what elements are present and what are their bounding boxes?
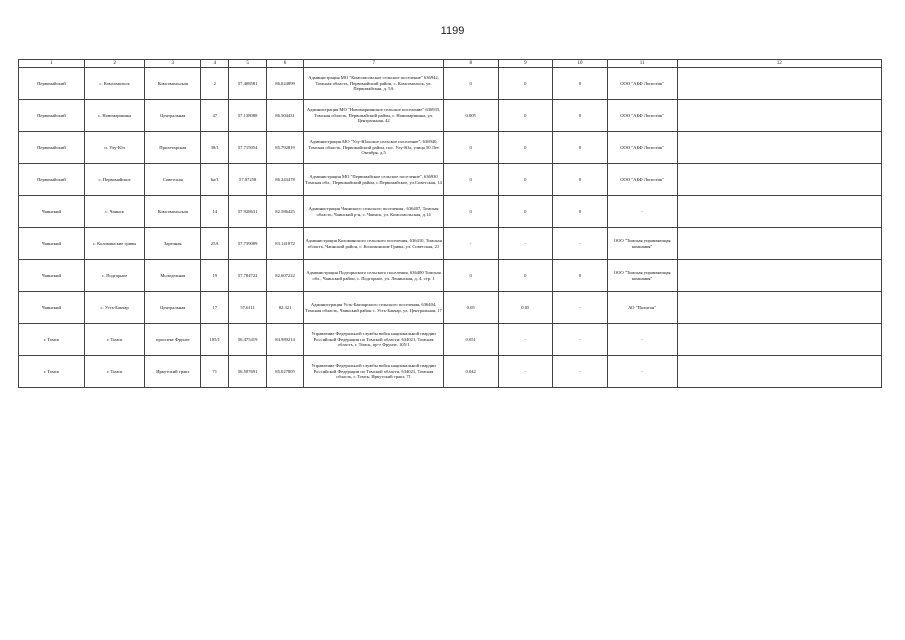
table-cell — [677, 356, 881, 388]
table-cell: 56.475419 — [229, 324, 266, 356]
table-cell: 82.321 — [266, 292, 303, 324]
table-row — [19, 196, 882, 228]
column-header: 12 — [677, 60, 881, 68]
table-cell: ООО "АБФ Логистик" — [607, 164, 677, 196]
table-cell: 0 — [553, 100, 608, 132]
column-header: 8 — [443, 60, 498, 68]
table-cell: Иркутский тракт — [145, 356, 201, 388]
table-cell: - — [553, 356, 608, 388]
header-row — [19, 60, 882, 68]
table-cell: Чаинский — [19, 196, 85, 228]
table-cell: 47 — [201, 100, 229, 132]
table-cell: 14 — [201, 196, 229, 228]
table-cell: 2 — [201, 68, 229, 100]
table-cell: Администрация МО "Новомариинское сельское поселение" 636935, Томская область, Первомайский район, с. Новомариинка, ул. Центральная, 42 — [304, 100, 444, 132]
table-cell: Первомайский — [19, 68, 85, 100]
page-number: 1199 — [440, 25, 465, 37]
column-header: 9 — [498, 60, 553, 68]
table-cell: 0 — [498, 164, 553, 196]
table-cell: 38/1 — [201, 132, 229, 164]
data-table — [18, 59, 882, 388]
table-cell: с. Коломинские гривы — [84, 228, 145, 260]
table-cell: Советская — [145, 164, 201, 196]
table-cell: 0 — [498, 196, 553, 228]
table-cell: 17 — [201, 292, 229, 324]
table-cell: Чаинский — [19, 292, 85, 324]
table-cell: 85.792819 — [266, 132, 303, 164]
table-row — [19, 68, 882, 100]
table-cell — [677, 100, 881, 132]
table-cell: Администрация Усть-Бакчарского сельского поселения, 636404, Томская область, Чаинский район с. Усть-Бакчар, ул. Центральная, 17 — [304, 292, 444, 324]
table-cell — [677, 68, 881, 100]
table-cell: 0 — [443, 132, 498, 164]
column-header: 4 — [201, 60, 229, 68]
table-row — [19, 164, 882, 196]
table-cell: Администрация Подгорнского сельского поселения, 636400 Томская обл., Чаинский район, с. Подгорное, ул. Ленинская, д. 4, стр. 1 — [304, 260, 444, 292]
table-cell — [677, 292, 881, 324]
table-cell: Молодежная — [145, 260, 201, 292]
table-cell: 57.408581 — [229, 68, 266, 100]
table-cell: 0 — [553, 164, 608, 196]
table-cell: - — [553, 228, 608, 260]
table-cell: с. Подгорное — [84, 260, 145, 292]
table-cell: 25А — [201, 228, 229, 260]
table-cell: - — [498, 324, 553, 356]
table-cell: 71 — [201, 356, 229, 388]
table-cell: 0 — [498, 68, 553, 100]
table-cell: 84.989214 — [266, 324, 303, 356]
table-cell: - — [607, 324, 677, 356]
table-cell: 57.928631 — [229, 196, 266, 228]
table-cell: Управление Федеральной службы войск национальной гвардии Российской Федерации по Томской области: 634021, Томская область, г. Томск, пр-т Фрунзе, 105/1 — [304, 324, 444, 356]
table-cell: Первомайский — [19, 164, 85, 196]
table-cell: - — [553, 292, 608, 324]
table-cell: 82.607222 — [266, 260, 303, 292]
column-header: 6 — [266, 60, 303, 68]
table-cell: 85.027805 — [266, 356, 303, 388]
table-cell: 83.141872 — [266, 228, 303, 260]
table-cell — [677, 324, 881, 356]
table-cell: - — [607, 196, 677, 228]
table-cell: 0.005 — [443, 100, 498, 132]
table-cell: Комсомольская — [145, 196, 201, 228]
table-cell — [677, 228, 881, 260]
table-cell: Первомайский — [19, 100, 85, 132]
table-cell: 0 — [443, 164, 498, 196]
table-row — [19, 260, 882, 292]
table-cell: 19 — [201, 260, 229, 292]
table-cell: 0.05 — [498, 292, 553, 324]
table-cell: с. Усть-Бакчар — [84, 292, 145, 324]
table-cell: 57.6111 — [229, 292, 266, 324]
table-cell — [677, 260, 881, 292]
table-cell: 0.051 — [443, 324, 498, 356]
table-cell: с. Чаинск — [84, 196, 145, 228]
column-header: 5 — [229, 60, 266, 68]
column-header: 11 — [607, 60, 677, 68]
table-cell: 0 — [443, 260, 498, 292]
table-cell: Управление Федеральной службы войск национальной гвардии Российской Федерации по Томской области, 634021, Томская область, г. Томск, Иркутский тракт, 71 — [304, 356, 444, 388]
table-cell: ООО "АБФ Логистик" — [607, 100, 677, 132]
table-cell: 57.138088 — [229, 100, 266, 132]
table-cell: ООО "АБФ Логистик" — [607, 132, 677, 164]
table-cell: 57.784722 — [229, 260, 266, 292]
table-cell: ООО "АБФ Логистик" — [607, 68, 677, 100]
table-cell: с. Новомариинка — [84, 100, 145, 132]
table-cell: Администрация МО "Улу-Юльское сельское поселение", 636940, Томская область, Первомайский район, пос. Улу-Юл, улица 50 Лет Октября, д.5 — [304, 132, 444, 164]
table-cell: Первомайский — [19, 132, 85, 164]
table-cell: - — [553, 324, 608, 356]
table-cell: - — [498, 356, 553, 388]
table-cell: - — [607, 356, 677, 388]
table-cell: г. Томск — [84, 356, 145, 388]
table-cell — [677, 132, 881, 164]
table-cell: Чаинский — [19, 260, 85, 292]
table-cell: Заречная — [145, 228, 201, 260]
table-cell: Чаинский — [19, 228, 85, 260]
table-cell — [677, 196, 881, 228]
table-cell: АО "Полигон" — [607, 292, 677, 324]
table-cell: 82.586425 — [266, 196, 303, 228]
table-cell: г. Томск — [19, 324, 85, 356]
table-cell: 56.507691 — [229, 356, 266, 388]
table-cell: проспект Фрунзе — [145, 324, 201, 356]
column-header: 1 — [19, 60, 85, 68]
table-cell: 0 — [498, 100, 553, 132]
table-row — [19, 292, 882, 324]
table-row — [19, 324, 882, 356]
table-cell: с. Первомайское — [84, 164, 145, 196]
table-cell: п. Улу-Юл — [84, 132, 145, 164]
table-row — [19, 228, 882, 260]
table-cell: 0.042 — [443, 356, 498, 388]
table-cell: ООО "Томская управляющая компания" — [607, 228, 677, 260]
table-cell: с. Комсомольск — [84, 68, 145, 100]
table-cell: 6а/1 — [201, 164, 229, 196]
column-header: 2 — [84, 60, 145, 68]
table-cell: Администрация Чаинского сельского поселения , 636407, Томская область, Чаинский р-н, с. Чаинск, ул. Комсомольская, д.14 — [304, 196, 444, 228]
table-cell: 57.739089 — [229, 228, 266, 260]
table-cell: Центральная — [145, 100, 201, 132]
table-cell: 0 — [553, 68, 608, 100]
table-row — [19, 100, 882, 132]
table-cell: Пролетарская — [145, 132, 201, 164]
column-header: 10 — [553, 60, 608, 68]
table-cell: 105/1 — [201, 324, 229, 356]
column-header: 3 — [145, 60, 201, 68]
table-cell: 86.024899 — [266, 68, 303, 100]
column-header: 7 — [304, 60, 444, 68]
table-cell: - — [443, 228, 498, 260]
table-cell: 86.504431 — [266, 100, 303, 132]
table-cell: г. Томск — [84, 324, 145, 356]
table-row — [19, 132, 882, 164]
table-cell: Центральная — [145, 292, 201, 324]
table-cell: Администрация Коломинского сельского поселения, 636410, Томская область, Чаинский район, с. Коломинские Гривы, ул. Советская, 21 — [304, 228, 444, 260]
table-cell — [677, 164, 881, 196]
table-cell: - — [498, 228, 553, 260]
table-cell: 0 — [498, 260, 553, 292]
table-cell: 57.715054 — [229, 132, 266, 164]
table-cell: 57.07258 — [229, 164, 266, 196]
table-cell: 0 — [553, 260, 608, 292]
table-cell: 0 — [553, 132, 608, 164]
table-row — [19, 356, 882, 388]
table-cell: 0 — [498, 132, 553, 164]
table-cell: Администрация МО "Первомайское сельское поселение", 636930 Томская обл., Первомайский район, с.Первомайское, ул.Советская, 14 — [304, 164, 444, 196]
table-cell: Комсомольская — [145, 68, 201, 100]
table-cell: ООО "Томская управляющая компания" — [607, 260, 677, 292]
table-cell: 0 — [443, 196, 498, 228]
table-cell: 0.05 — [443, 292, 498, 324]
table-cell: 0 — [553, 196, 608, 228]
table-cell: г. Томск — [19, 356, 85, 388]
table-cell: 0 — [443, 68, 498, 100]
table-cell: 86.243478 — [266, 164, 303, 196]
table-cell: Администрация МО "Комсомольское сельское поселение" 636942, Томская область, Первомайский район, с. Комсомольск, ул. Первомайская, д. 5А — [304, 68, 444, 100]
